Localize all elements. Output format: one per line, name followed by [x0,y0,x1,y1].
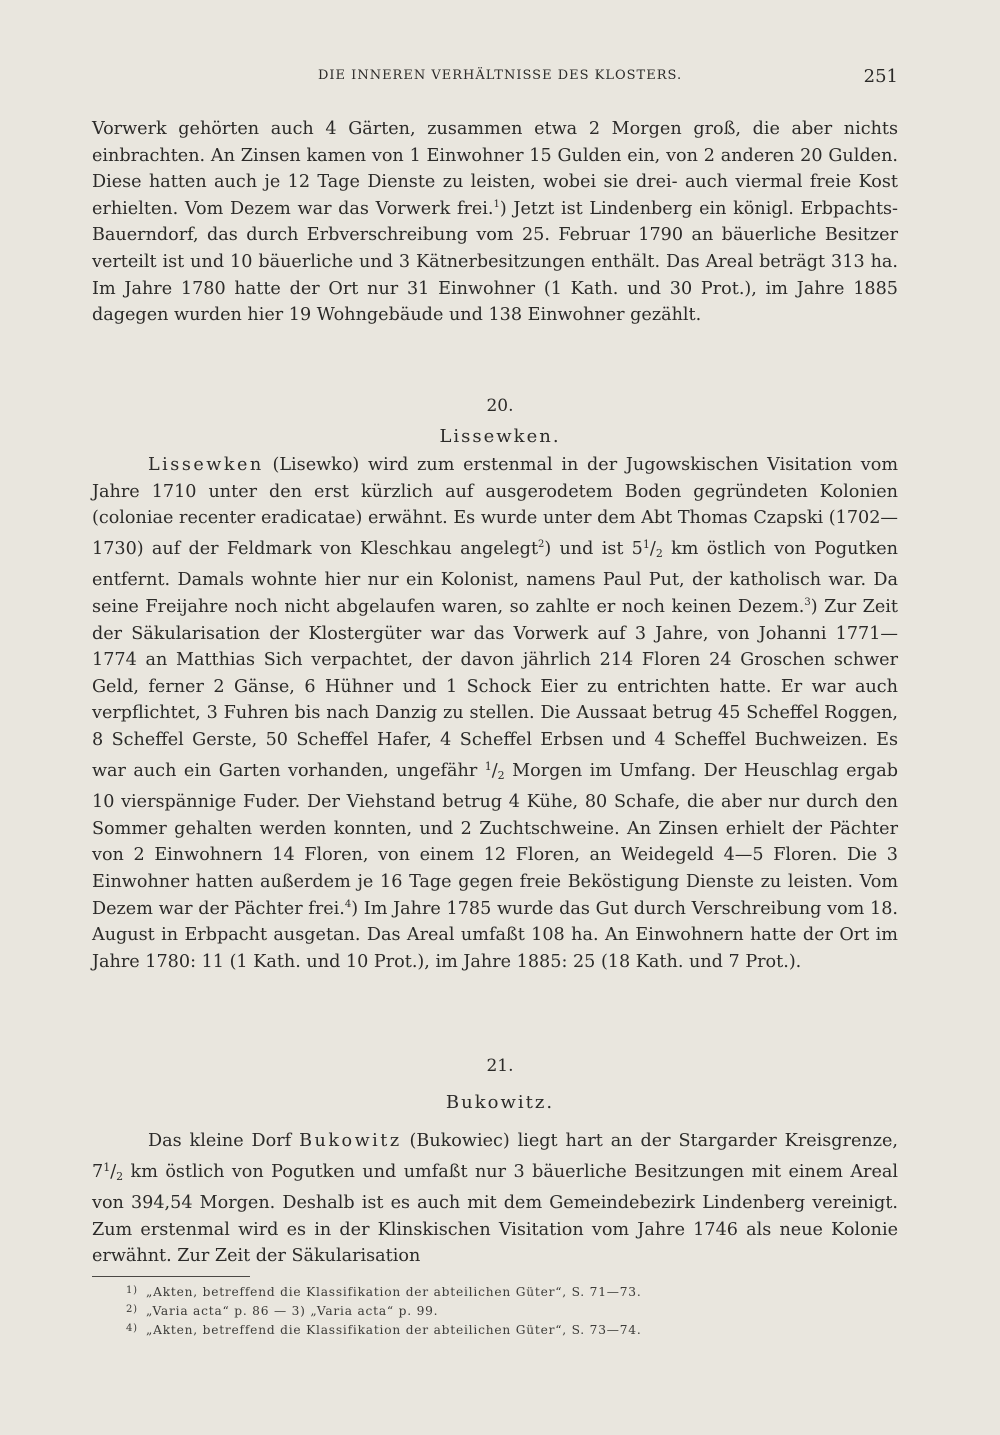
page-header [92,66,898,88]
footnote-text: „Akten, betreffend die Klassifikation der abteilichen Güter“, S. 71—73. [146,1285,642,1299]
text-run: ) und ist 5 [544,538,643,559]
text-run: ) Zur Zeit der Säkularisation der Klostergüter war das Vorwerk auf 3 Jahre, von Johanni 1771—1774 an Matthias Sich verpachtet, der davon jährlich 214 Floren 24 Groschen schwer Geld, ferner 2 Gänse, 6 Hühner und 1 Schock Eier zu entrichten hatte. Er war auch verpflichtet, 3 Fuhren bis nach Danzig zu stellen. Die Aussaat betrug 45 Scheffel Roggen, 8 Scheffel Gerste, 50 Scheffel Hafer, 4 Scheffel Erbsen und 4 Scheffel Buchweizen. Es war auch ein Garten vorhanden, ungefähr [92,596,898,781]
page-number: 251 [863,66,898,87]
footnote [126,1321,846,1340]
fraction-denominator: 2 [116,1169,124,1183]
footnote-ref-4: 4 [344,898,352,910]
paragraph-lindenberg-continued [92,116,898,329]
footnotes [126,1283,846,1340]
footnote-text: „Akten, betreffend die Klassifikation der abteilichen Güter“, S. 73—74. [146,1323,642,1337]
footnote-text: „Varia acta“ p. 86 — 3) „Varia acta“ p. 99. [146,1304,439,1318]
fraction-denominator: 2 [497,768,505,782]
footnote-ref-2: 2 [538,538,545,550]
footnote-marker: 1) [126,1285,138,1296]
section-number: 21. [486,1056,514,1076]
text-run: Vorwerk gehörten auch 4 Gärten, zusammen etwa 2 Morgen groß, die aber nichts einbrachten. An Zinsen kamen von 1 Einwohner 15 Gulden ein, von 2 anderen 20 Gulden. Diese hatten auch je 12 Tage Dienste zu leisten, wobei sie drei- auch viermal freie Kost erhielten. Vom Dezem war das Vorwerk frei. [92,119,898,219]
text-run: km östlich von Pogutken entfernt. Damals wohnte hier nur ein Kolonist, namens Paul Put, der katholisch war. Da seine Freijahre noch nicht abgelaufen waren, so zahlte er noch keinen Dezem. [92,538,898,617]
fraction-numerator: 1 [642,537,650,551]
fraction-denominator: 2 [655,546,663,560]
section-title: Bukowitz. [445,1092,555,1113]
footnote-ref-1: 1 [493,198,500,210]
place-name: Lissewken [148,455,264,475]
footnote-divider [92,1276,250,1277]
footnote-ref-3: 3 [804,596,811,608]
paragraph-lissewken: Lissewken (Lisewko) wird zum erstenmal in der Jugowskischen Visitation vom Jahre 1710 unter den erst kürzlich auf ausgerodetem Boden gegründeten Kolonien (coloniae recenter eradicatae) erwähnt. Es wurde unter dem Abt Thomas Czapski (1702—1730) auf der Feldmark von Kleschkau angelegt$^2$) und ist $5^1/2$ km östlich von Pogutken entfernt. Damals wohnte hier nur ein Kolonist, namens Paul Put, der katholisch war. Da seine Freijahre noch nicht abgelaufen waren, so zahlte er noch keinen Dezem.$^3$) Zur Zeit der Säkularisation der Klostergüter war das Vorwerk auf 3 Jahre, von Johanni 1771—1774 an Matthias Sich verpachtet, der davon jährlich 214 Floren 24 Groschen schwer Geld, ferner 2 Gänse, 6 Hühner und 1 Schock Eier zu entrichten hatte. Er war auch verpflichtet, 3 Fuhren bis nach Danzig zu stellen. Die Aussaat betrug 45 Scheffel Roggen, 8 Scheffel Gerste, 50 Scheffel Hafer, 4 Scheffel Erbsen und 4 Scheffel Buchweizen. Es war auch ein Garten vorhanden, ungefähr $^1$/2 Morgen im Umfang. Der Heuschlag ergab 10 vierspännige Fuder. Der Viehstand betrug 4 Kühe, 80 Schafe, die aber nur durch den Sommer gehalten werden konnten, und 2 Zuchtschweine. An Zinsen erhielt der Pächter von 2 Einwohnern 14 Floren, von einem 12 Floren, an Weidegeld 4—5 Floren. Die 3 Einwohner hatten außerdem je 16 Tage gegen freie Beköstigung Dienste zu leisten. Vom Dezem war der Pächter frei.$^4$) Im Jahre 1785 wurde das Gut durch Verschreibung vom 18. August in Erbpacht ausgetan. Das Areal umfaßt 108 ha. An Einwohnern hatte der Ort im Jahre 1780: 11 (1 Kath. und 10 Prot.), im Jahre 1885: 25 (18 Kath. und 7 Prot.). [92,455,899,972]
footnote-marker: 4) [126,1323,138,1334]
text-run: ) Jetzt ist Lindenberg ein königl. Erbpachts-Bauerndorf, das durch Erbverschreibung vom 25. Februar 1790 an bäuerliche Besitzer verteilt ist und 10 bäuerliche und 3 Kätnerbesitzungen enthält. Das Areal beträgt 313 ha. Im Jahre 1780 hatte der Ort nur 31 Einwohner (1 Kath. und 30 Prot.), im Jahre 1885 dagegen wurden hier 19 Wohngebäude und 138 Einwohner gezählt. [92,198,898,326]
fraction-numerator: 1 [484,759,492,773]
paragraph-bukowitz: Das kleine Dorf Bukowitz (Bukowiec) liegt hart an der Stargarder Kreisgrenze, $7^1/2$ km östlich von Pogutken und umfaßt nur 3 bäuerliche Besitzungen mit einem Areal von 394,54 Morgen. Deshalb ist es auch mit dem Gemeindebezirk Lindenberg vereinigt. Zum erstenmal wird es in der Klinskischen Visitation vom Jahre 1746 als neue Kolonie erwähnt. Zur Zeit der Säkularisation [92,1131,898,1267]
text-run: Das kleine Dorf [148,1131,300,1151]
fraction-numerator: 1 [103,1160,111,1174]
text-run: (Lisewko) wird zum erstenmal in der Jugowskischen Visitation vom Jahre 1710 unter den erst kürzlich auf ausgerodetem Boden gegründeten Kolonien (coloniae recenter eradicatae) erwähnt. Es wurde unter dem Abt Thomas Czapski (1702—1730) auf der Feldmark von Kleschkau angelegt [92,455,898,559]
place-name: Bukowitz [299,1131,402,1151]
footnote-marker: 2) [126,1304,138,1315]
text-run: (Bukowiec) liegt hart an der Stargarder Kreisgrenze, 7 [92,1131,898,1182]
footnote [126,1283,846,1302]
text-run: ) Im Jahre 1785 wurde das Gut durch Verschreibung vom 18. August in Erbpacht ausgetan. Das Areal umfaßt 108 ha. An Einwohnern hatte der Ort im Jahre 1780: 11 (1 Kath. und 10 Prot.), im Jahre 1885: 25 (18 Kath. und 7 Prot.). [92,898,899,972]
footnote [126,1302,846,1321]
text-run: Morgen im Umfang. Der Heuschlag ergab 10 vierspännige Fuder. Der Viehstand betrug 4 Kühe, 80 Schafe, die aber nur durch den Sommer gehalten werden konnten, und 2 Zuchtschweine. An Zinsen erhielt der Pächter von 2 Einwohnern 14 Floren, von einem 12 Floren, an Weidegeld 4—5 Floren. Die 3 Einwohner hatten außerdem je 16 Tage gegen freie Beköstigung Dienste zu leisten. Vom Dezem war der Pächter frei. [92,760,898,919]
section-number: 20. [486,396,514,416]
text-run: km östlich von Pogutken und umfaßt nur 3 bäuerliche Besitzungen mit einem Areal von 394,54 Morgen. Deshalb ist es auch mit dem Gemeindebezirk Lindenberg vereinigt. Zum erstenmal wird es in der Klinskischen Visitation vom Jahre 1746 als neue Kolonie erwähnt. Zur Zeit der Säkularisation [92,1161,898,1267]
running-title: DIE INNEREN VERHÄLTNISSE DES KLOSTERS. [318,68,683,83]
section-title: Lissewken. [439,426,561,447]
